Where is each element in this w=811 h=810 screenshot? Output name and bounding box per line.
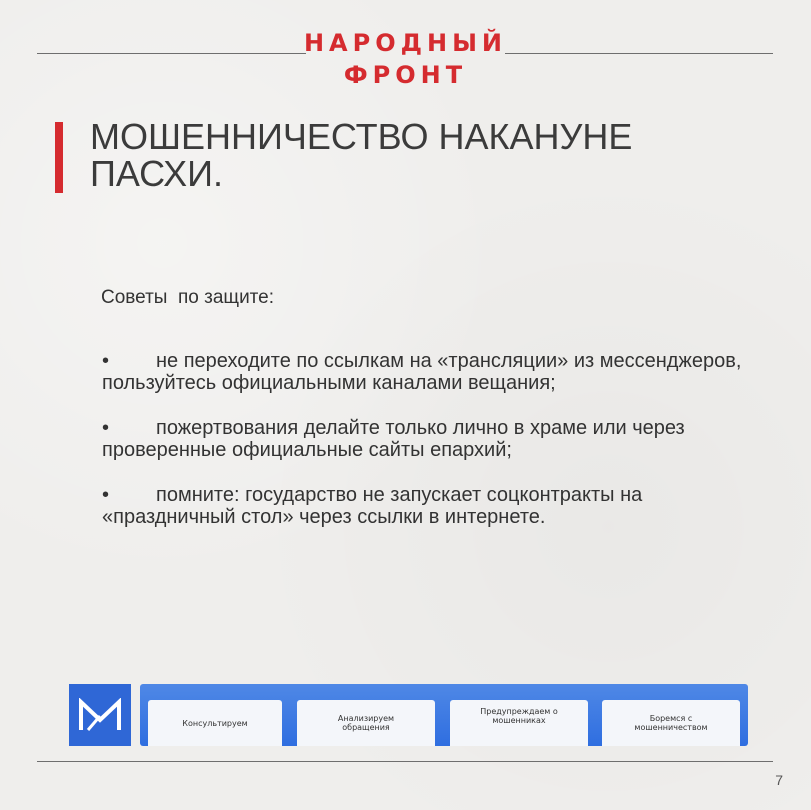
header-rule-left — [37, 53, 306, 54]
banner-card-analyze — [297, 700, 435, 746]
bullet-icon: • — [102, 417, 110, 439]
tips-subtitle: Советы по защите: — [101, 287, 275, 308]
logo-line-1: НАРОДНЫЙ — [303, 29, 508, 57]
banner-card-warn — [450, 700, 588, 746]
header-rule-right — [505, 53, 773, 54]
slide-title — [90, 118, 770, 192]
bullet-icon: • — [102, 484, 110, 506]
footer-rule — [37, 761, 773, 762]
page-number: 7 — [775, 772, 783, 788]
banner-card-label: Предупреждаем о мошенниках — [480, 707, 558, 725]
slide-title-line-1: МОШЕННИЧЕСТВО НАКАНУНЕ — [90, 116, 633, 157]
tip-text: не переходите по ссылкам на «трансляции» из мессенджеров, пользуйтесь официальными каналами вещания; — [102, 350, 742, 394]
banner-card-fight — [602, 700, 740, 746]
tip-item — [102, 484, 742, 528]
tips-list — [102, 350, 742, 551]
bullet-icon: • — [102, 350, 110, 372]
slide-title-line-2: ПАСХИ. — [90, 153, 223, 194]
m-logo-icon — [69, 684, 131, 746]
services-banner — [140, 684, 748, 746]
banner-card-label: Анализируем обращения — [337, 714, 395, 732]
banner-card-label: Консультируем — [182, 718, 248, 728]
title-accent-bar — [55, 122, 63, 193]
tip-text: помните: государство не запускает соцконтракты на «праздничный стол» через ссылки в интернете. — [102, 484, 643, 528]
banner-card-consult — [148, 700, 282, 746]
tip-item — [102, 417, 742, 461]
banner-card-label: Боремся с мошенничеством — [634, 714, 708, 732]
m-logo-glyph — [78, 698, 122, 732]
logo-line-2: ФРОНТ — [343, 61, 468, 89]
tip-text: пожертвования делайте только лично в храме или через проверенные официальные сайты епархий; — [102, 417, 685, 461]
tip-item — [102, 350, 742, 394]
